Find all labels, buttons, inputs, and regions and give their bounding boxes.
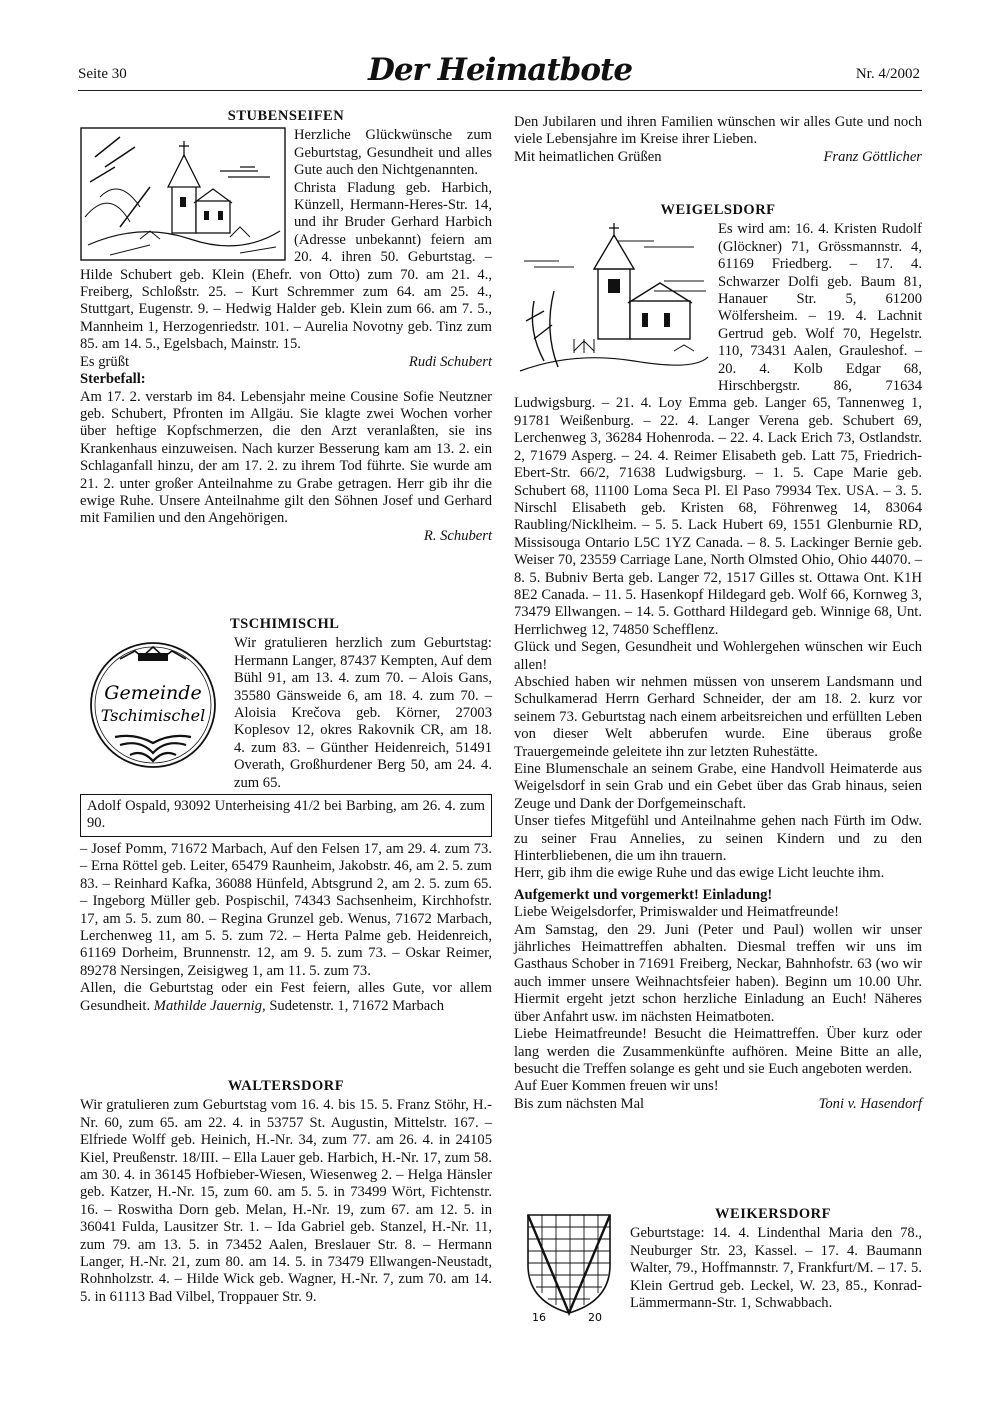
tschimischl-author: Mathilde Jauernig, (153, 997, 266, 1014)
masthead: Der Heimatbote (367, 52, 633, 88)
page-number: Seite 30 (78, 66, 127, 82)
weikersdorf-body: Geburtstage: 14. 4. Lindenthal Maria den 78., Neuburger Str. 23, Kassel. – 17. 4. Baumann Walter, 79., Hoffmannstr. 7, Frankfurt/M. – 17. 5. Klein Gertrud geb. Leckel, W. 23, 85., Konrad-Lämmermann-Str. 1, Schwabbach. (630, 1225, 922, 1312)
weigelsdorf-condolence: Unser tiefes Mitgefühl und Anteilnahme gehen nach Fürth im Odw. zu seiner Frau Annelies, zu seinen Kindern und zu den Hinterbliebenen, die um ihn trauern. (514, 813, 922, 865)
invite-closing: Auf Euer Kommen freuen wir uns! (514, 1078, 719, 1095)
jubilare-author: Franz Göttlicher (823, 148, 922, 165)
tschimischl-address: Sudetenstr. 1, 71672 Marbach (269, 997, 445, 1014)
seal-line1: Gemeinde (104, 682, 202, 705)
tschimischl-body2: – Josef Pomm, 71672 Marbach, Auf den Felsen 17, am 29. 4. zum 73. – Erna Röttel geb. Leiter, 65479 Raunheim, Jakobstr. 46, am 2. 5. zum 83. – Reinhard Kafka, 36088 Hünfeld, Abtsgrund 2, am 2. 5. zum 65. – Ingeborg Müller geb. Pospischil, 74343 Sachsenheim, Kirchhofstr. 17, am 5. 5. zum 80. – Regina Grunzel geb. Wenus, 71672 Marbach, Lerchenweg 11, am 5. 5. zum 72. – Herta Palme geb. Heidenreich, 61169 Dorheim, Brunnenstr. 12, am 9. 5. zum 73. – Oskar Reimer, 89278 Nersingen, Zeisigweg 1, am 11. 5. zum 73. (80, 840, 492, 979)
issue-number: Nr. 4/2002 (855, 66, 920, 82)
invite-salutation: Liebe Weigelsdorfer, Primiswalder und Heimatfreunde! (514, 904, 840, 921)
jubilare-text: Den Jubilaren und ihren Familien wünschen wir alles Gute und noch viele Lebensjahre im Kreise ihrer Lieben. (514, 114, 922, 148)
section-weigelsdorf (514, 202, 922, 1113)
shield-year-left: 16 (532, 1311, 546, 1325)
section-title: WALTERSDORF (227, 1078, 345, 1094)
death-author: R. Schubert (423, 527, 492, 544)
section-weikersdorf (514, 1206, 922, 1329)
section-jubilare (514, 114, 922, 166)
invite-body: Am Samstag, den 29. Juni (Peter und Paul) wollen wir unser jährliches Heimattreffen abhalten. Diesmal treffen wir uns im Gasthaus Schober in 71691 Freiberg, Neckar, Bahnhofstr. 63 (wo wir auch immer unsere Weihnachtsfeier haben). Beginn um 10.00 Uhr. Hiermit ergeht jetzt schon herzliche Einladung an Euch! Näheres über Anfahrt usw. im nächsten Heimatboten. (514, 921, 922, 1025)
section-title: TSCHIMISCHL (230, 616, 340, 632)
box-text: Adolf Ospald, 93092 Unterheising 41/2 bei Barbing, am 26. 4. zum 90. (87, 798, 485, 832)
section-title: STUBENSEIFEN (227, 108, 345, 124)
stubenseifen-greeting: Es grüßt (80, 353, 130, 370)
section-tschimischl (80, 616, 492, 1015)
tschimischl-body: Wir gratulieren herzlich zum Geburtstag: Hermann Langer, 87437 Kempten, Auf dem Bühl 91, am 13. 4. zum 70. – Alois Gans, 35580 Gänsweide 6, am 18. 4. zum 70. – Aloisia Krečova geb. Körner, 27003 Koplesov 12, okres Rakovnik CR, am 18. 4. zum 83. – Günther Heidenreich, 51491 Overath, Großhurdener Berg 50, am 24. 4. zum 65. (234, 635, 492, 791)
weigelsdorf-prayer: Herr, gib ihm die ewige Ruhe und das ewige Licht leuchte ihm. (514, 865, 885, 882)
death-text: Am 17. 2. verstarb im 84. Lebensjahr meine Cousine Sofie Neutzner geb. Schubert, Pfronten im Allgäu. Sie klagte zwei Wochen vorher über heftige Kopfschmerzen, die den Arzt veranlaßten, sie ins Krankenhaus einzuweisen. Nach kurzer Besserung kam am 13. 2. ein Schlaganfall hinzu, der am 17. 2. zu ihrem Tod führte. Sie wurde am 21. 2. unter großer Anteilnahme zu Grabe getragen. Herr gib ihr die ewige Ruhe. Unsere Anteilnahme gilt den Söhnen Josef und Gerhard mit Familien und den Angehörigen. (80, 388, 492, 527)
weigelsdorf-body: Es wird am: 16. 4. Kristen Rudolf (Glöckner) 71, Grössmannstr. 4, 61169 Friedberg. – 17. 4. Schwarzer Dolfi geb. Baum 81, Hanauer Str. 5, 61200 Wölfersheim. – 19. 4. Lachnit Gertrud geb. Wolf 70, Hegelstr. 110, 73431 Aalen, Grauleshof. – 20. 4. Kolb Edgar 68, Hirschbergstr. 86, 71634 Ludwigsburg. – 21. 4. Loy Emma geb. Langer 65, Tannenweg 1, 91781 Weißenburg. – 22. 4. Langer Verena geb. Schubert 69, Lerchenweg 3, 36284 Hohenroda. – 22. 4. Lack Erich 73, Ostlandstr. 2, 71679 Asperg. – 24. 4. Reimer Elisabeth geb. Latt 75, Friedrich-Ebert-Str. 66/2, 71638 Ludwigsburg. – 1. 5. Cape Marie geb. Schubert 68, 11100 Loma Seca Pl. El Paso 79934 Tex. USA. – 3. 5. Nirschl Elisabeth geb. Kristen 68, Föhrenweg 14, 83064 Raubling/Nicklheim. – 5. 5. Lack Hubert 69, 1551 Glenburnie RD, Missisouga Ontario L5C 1YZ Canada. – 8. 5. Lackinger Bernie geb. Weiser 70, 23559 Carriage Lane, North Olmsted Ohio, Ohio 44070. – 8. 5. Bubniv Berta geb. Langer 72, 1517 Gilles st. Ottawa Ont. K1H 8E2 Canada. – 11. 5. Hasenkopf Hildegard geb. Wolf 66, Kornweg 3, 73479 Ellwangen. – 14. 5. Gotthard Hildegard geb. Winnige 68, Unt. Herrlichweg 12, 74850 Schefflenz. (514, 221, 922, 638)
church-illustration (80, 127, 286, 261)
tschimischl-box (80, 794, 492, 837)
tschimischl-closing: Allen, die Geburtstag oder ein Fest feiern, alles Gute, vor allem Gesundheit. (80, 980, 492, 1014)
section-waltersdorf (80, 1078, 492, 1306)
weigelsdorf-farewell: Abschied haben wir nehmen müssen von unserem Landsmann und Schulkamerad Herrn Gerhard Schneider, der am 18. 2. kurz vor seinem 73. Geburtstag nach einem arbeitsreichen und erfüllten Leben von dieser Welt abberufen wurde. Eine überaus große Trauergemeinde geleitete ihn zur letzten Ruhestätte. (514, 673, 922, 760)
section-stubenseifen (80, 108, 492, 545)
shield-year-right: 20 (588, 1311, 602, 1325)
death-heading: Sterbefall: (80, 371, 146, 388)
waltersdorf-body: Wir gratulieren zum Geburtstag vom 16. 4. bis 15. 5. Franz Stöhr, H.-Nr. 60, zum 65. am 22. 4. in 53757 St. Augustin, Mittelstr. 167. – Elfriede Wolff geb. Heinich, H.-Nr. 34, zum 77. am 26. 4. in 24105 Kiel, Preußenstr. 18/III. – Ella Lauer geb. Harbich, H.-Nr. 17, zum 58. am 30. 4. in 36145 Hofbieber-Wiesen, Wiesenweg 2. – Helga Hänsler geb. Katzer, H.-Nr. 15, zum 60. am 5. 5. in 73499 Wört, Fichtenstr. 16. – Roswitha Dorn geb. Melan, H.-Nr. 19, zum 67. am 12. 5. in 36041 Fulda, Lausitzer Str. 1. – Ida Gabriel geb. Stanzel, H.-Nr. 11, zum 79. am 13. 5. in 73452 Aalen, Breslauer Str. 8. – Hermann Langer, H.-Nr. 21, zum 80. am 14. 5. in 73479 Ellwangen-Neustadt, Rohnholzstr. 4. – Hilde Wick geb. Wagner, H.-Nr. 7, zum 70. am 14. 5. in 61113 Bad Vilbel, Troppauer Str. 9. (80, 1097, 492, 1305)
church-illustration-weigelsdorf (514, 221, 710, 379)
section-title: WEIGELSDORF (660, 202, 776, 218)
stubenseifen-intro: Herzliche Glückwünsche zum Geburtstag, Gesundheit und alles Gute auch den Nichtgenannten. (294, 127, 492, 179)
signoff-author: Toni v. Hasendorf (818, 1095, 922, 1112)
invite-appeal: Liebe Heimatfreunde! Besucht die Heimattreffen. Über kurz oder lang werden die Zusammenkünfte aufhören. Meine Bitte an alle, besucht die Treffen solange es geht und sie Euch angeboten werden. (514, 1026, 922, 1077)
signoff: Bis zum nächsten Mal (514, 1095, 645, 1112)
weigelsdorf-wishes: Glück und Segen, Gesundheit und Wohlergehen wünschen wir Euch allen! (514, 639, 922, 673)
stubenseifen-body: Christa Fladung geb. Harbich, Künzell, Hermann-Heres-Str. 14, und ihr Bruder Gerhard Harbich (Adresse unbekannt) feiern am 20. 4. ihren 50. Geburtstag. – Hilde Schubert geb. Klein (Ehefr. von Otto) zum 70. am 21. 4., Freiberg, Schloßstr. 25. – Kurt Schremmer zum 64. am 25. 4., Stuttgart, Eugenstr. 9. – Hedwig Halder geb. Klein zum 66. am 7. 5., Mannheim 1, Herzogenriedstr. 101. – Aurelia Novotny geb. Tinz zum 85. am 14. 5., Egelsbach, Mainstr. 15. (80, 179, 492, 353)
seal-line2: Tschimischel (100, 706, 206, 726)
header-rule (78, 90, 922, 91)
municipal-seal (80, 637, 226, 773)
jubilare-greeting: Mit heimatlichen Grüßen (514, 148, 662, 165)
stubenseifen-author: Rudi Schubert (408, 353, 492, 370)
coat-of-arms (514, 1209, 622, 1327)
weigelsdorf-flowers: Eine Blumenschale an seinem Grabe, eine Handvoll Heimaterde aus Weigelsdorf in sein Grab und ein Gebet über das Grab hinaus, seien Zeuge und Dank der Dorfgemeinschaft. (514, 761, 922, 812)
section-title: WEIKERSDORF (715, 1206, 831, 1222)
invite-heading: Aufgemerkt und vorgemerkt! Einladung! (514, 886, 773, 903)
